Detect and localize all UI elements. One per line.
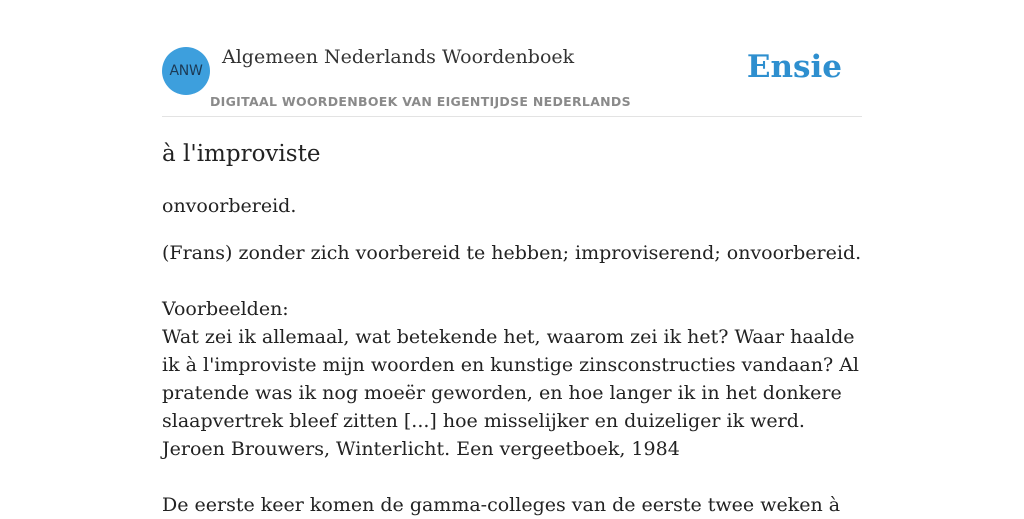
ensie-brand-logo[interactable]: Ensie <box>746 49 842 85</box>
examples-section <box>162 295 862 519</box>
example-quote: Wat zei ik allemaal, wat betekende het, waarom zei ik het? Waar haalde ik à l'improviste mijn woorden en kunstige zinsconstructies vandaan? Al pratende was ik nog moeër geworden, en hoe langer ik in het donkere slaapvertrek bleef zitten [...] hoe misselijker en duizeliger ik werd. <box>162 326 859 432</box>
short-definition: onvoorbereid. <box>162 195 297 217</box>
example-source: Jeroen Brouwers, Winterlicht. Een vergeetboek, 1984 <box>162 438 680 460</box>
site-header <box>162 40 862 117</box>
examples-label: Voorbeelden: <box>162 298 289 320</box>
entry-content <box>162 138 862 519</box>
site-subtitle: DIGITAAL WOORDENBOEK VAN EIGENTIJDSE NEDERLANDS <box>210 94 631 109</box>
anw-logo[interactable]: ANW <box>162 47 210 95</box>
site-title[interactable]: Algemeen Nederlands Woordenboek <box>222 46 575 68</box>
headword: à l'improviste <box>162 141 321 167</box>
spacer <box>162 463 862 491</box>
long-definition: (Frans) zonder zich voorbereid te hebben; improviserend; onvoorbereid. <box>162 242 862 264</box>
example-quote: De eerste keer komen de gamma-colleges van de eerste twee weken à <box>162 494 841 516</box>
